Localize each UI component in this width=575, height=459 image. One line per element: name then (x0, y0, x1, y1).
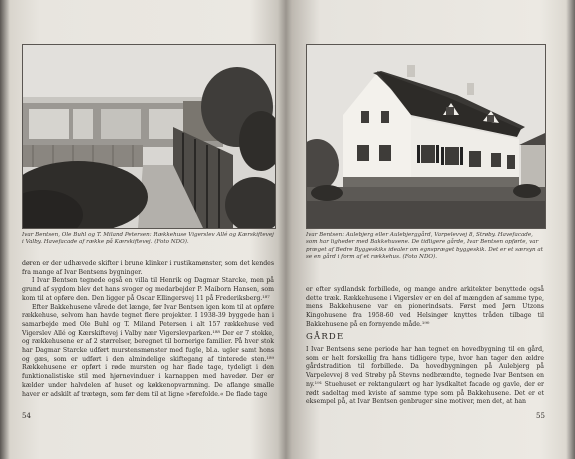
right-body-text (306, 346, 544, 407)
right-intro-paragraph: er efter sydlandsk forbillede, og mange andre arkitekter benyttede også dette træk. Rækkehusene i Vigerslev er en del af mængden af samme type, mens Bakkehusene var en pionerindsats. Først med Jørn Utzons Kingohusene fra 1958-60 ved Helsingør knyttes tråden tilbage til Bakkehusene på en fornyende måde.¹⁹⁰ (306, 286, 544, 328)
left-body-text (22, 260, 274, 399)
left-paragraph-3: Efter Bakkehusene vårede det længe, før Ivar Bentsen igen kom til at opføre rækkehuse, selvom han havde tegnet flere projekter. I 1938-39 byggede han i samarbejde med Ole Buhl og T. Miland Petersen i alt 157 rækkehuse ved Vigerslev Allé og Kærskiftevej i Valby nær Vigerslevparken.¹⁸⁸ Der er 7 stokke, og rækkehusene er af 2 størrelser, beregnet til bornerige familier. På hver stok har Dagmar Starcke udført murstensmønster med fugle, bl.a. ugler samt hons og gæs, som er udført i den almindelige skiftegang af tinterede sten.¹⁸⁹ Rækkehusene er opført i røde mursten og har flade tage, tydeligt i den funktionalistiske stil med hjørnevinduer i karnappen med havedør. Der er kælder under halvdelen af huset og køkkenopvarmning. De aflange smalle haver er adskilt af trætøgn, som før dem til at ligne »førefolde.« De flade tage (22, 303, 274, 398)
left-page (10, 0, 282, 459)
right-caption: Ivar Bentsen: Aulebjerg eller Aulebjerggård, Varpelevvej 8, Strøby. Havefacade, som har ligheder med Bakkehusene. De tidligere gårde, Ivar Bentsen opførte, var præget af Bedre Byggeskiks idealer om egnspræget byggeskik. Det er et særsyn at se en gård i form af et rækkehus. (Foto NDO). (306, 232, 543, 261)
left-paragraph-2: I Ivar Bentsen tegnede også en villa til Henrik og Dagmar Starcke, men på grund af sygdom blev det hans svoger og medarbejder P. Maiborn Hansen, som kom til at opføre den. Den ligger på Oscar Ellingersvej 11 på Frederiksberg.¹⁸⁷ (22, 277, 274, 302)
farmhouse-photo (307, 45, 545, 228)
section-heading-garde: GÅRDE (306, 332, 345, 342)
left-page-number: 54 (22, 412, 31, 420)
row-houses-photo (23, 45, 275, 228)
left-paragraph-1: døren er der udhævede skifter i brune klinker i rustikamønster, som det kendes fra mange af Ivar Bentsens bygninger. (22, 260, 274, 276)
left-photo (22, 44, 276, 229)
left-caption: Ivar Bentsen, Ole Buhl og T. Miland Petersen: Rækkehuse Vigerslev Allé og Kærskiftevej i Valby. Havefacade af række på Kærskiftevej. (Foto NDO). (22, 232, 274, 246)
right-page-number: 55 (536, 412, 545, 420)
right-intro-text (306, 286, 544, 330)
right-page (292, 0, 562, 459)
right-paragraph-1: I Ivar Bentsens sene periode har han tegnet en hovedbygning til en gård, som er helt forskellig fra hans tidligere type, hvor han tager den ældre gårdstradition til forbillede. Da hovedbygningen på Aulebjerg på Varpelevvej 8 ved Strøby på Stevns nedbrændte, tegnede Ivar Bentsen en ny.¹⁹¹ Stuehuset er rektangulært og har lysdkaltet facade og gavle, der er rødt sadeltag med kviste af samme type som på Bakkehusene. Det er et eksempel på, at Ivar Bentsen genbruger sine motiver, men det, at han (306, 346, 544, 406)
right-photo (306, 44, 546, 229)
